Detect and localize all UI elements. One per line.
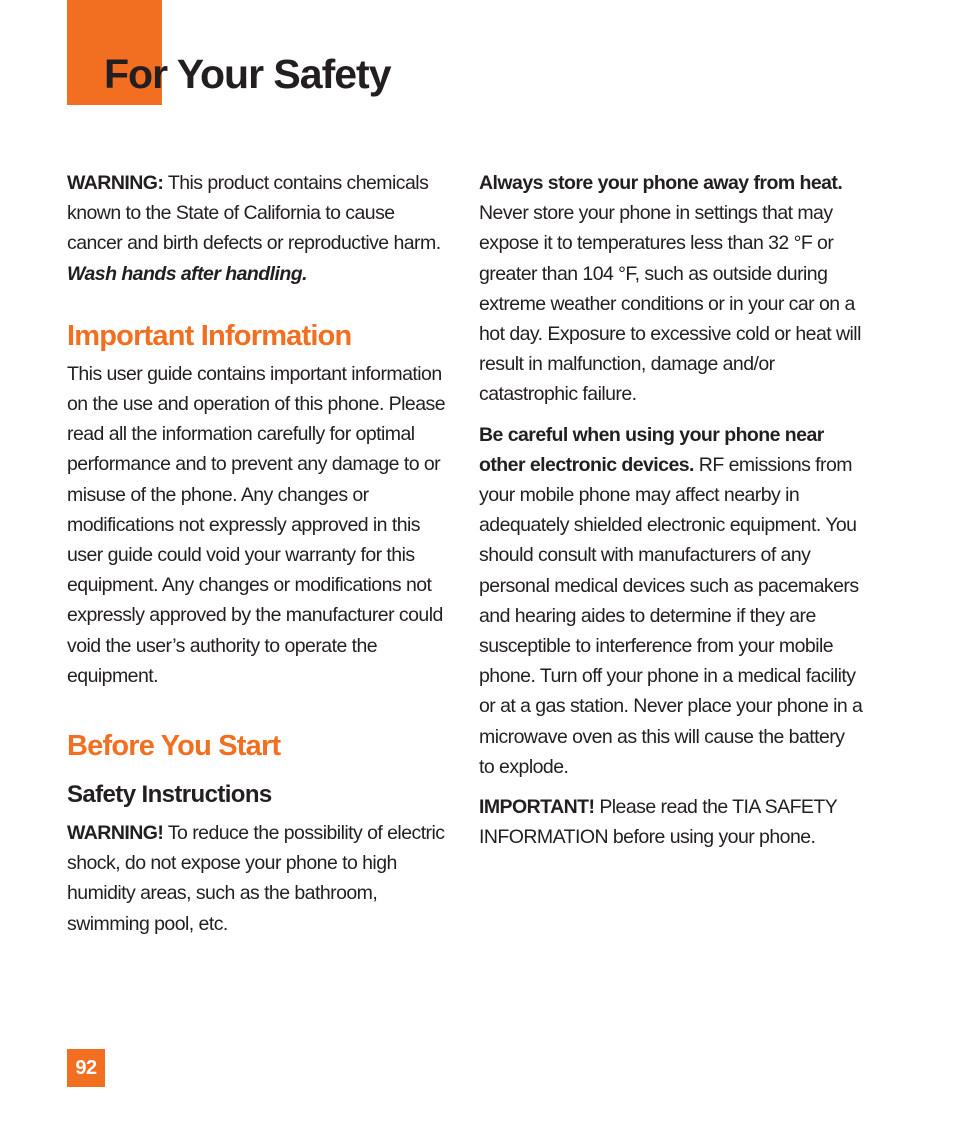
california-warning [67, 168, 452, 289]
important-bold: IMPORTANT! [479, 796, 595, 819]
page-number-badge: 92 [67, 1049, 105, 1087]
heat-text: Never store your phone in settings that may expose it to temperatures less than 32 °F or greater than 104 °F, such as outside during extreme weather conditions or in your car on a hot day. Exposure to excessive cold or heat will result in malfunction, damage and/or catastrophic failure. [479, 202, 861, 406]
heat-bold: Always store your phone away from heat. [479, 172, 843, 194]
important-information-body: This user guide contains important information on the use and operation of this phone. Please read all the information carefully for optimal performance and to prevent any damage to or misuse of the phone. Any changes or modifications not expressly approved in this user guide could void your warranty for this equipment. Any changes or modifications not expressly approved by the manufacturer could void the user’s authority to operate the equipment. [67, 362, 446, 687]
important-information-heading: Important Information [67, 319, 352, 352]
safety-instructions-heading: Safety Instructions [67, 781, 272, 809]
warning-text: This product contains chemicals known to the State of California to cause cancer and birth defects or reproductive harm. [67, 172, 441, 255]
page-title: For Your Safety [104, 51, 391, 97]
heat-paragraph [479, 168, 864, 410]
warning-label: WARNING: [67, 172, 164, 194]
warning-emphasis: Wash hands after handling. [67, 262, 307, 285]
shock-warning [67, 818, 452, 939]
important-text: Please read the TIA SAFETY INFORMATION before using your phone. [479, 796, 837, 849]
shock-warning-label: WARNING! [67, 822, 164, 845]
right-column [479, 168, 864, 852]
electronics-paragraph [479, 420, 864, 782]
electronics-text: RF emissions from your mobile phone may affect nearby in adequately shielded electronic equipment. You should consult with manufacturers of any personal medical devices such as pacemakers and hearing aides to determine if they are susceptible to interference from your mobile phone. Turn off your phone in a medical facility or at a gas station. Never place your phone in a microwave oven as this will cause the battery to explode. [479, 453, 863, 778]
before-you-start-heading: Before You Start [67, 730, 281, 763]
electronics-bold: Be careful when using your phone near other electronic devices. [479, 423, 824, 476]
important-paragraph [479, 792, 864, 852]
shock-warning-text: To reduce the possibility of electric shock, do not expose your phone to high humidity areas, such as the bathroom, swimming pool, etc. [67, 822, 445, 935]
left-column [67, 168, 452, 939]
